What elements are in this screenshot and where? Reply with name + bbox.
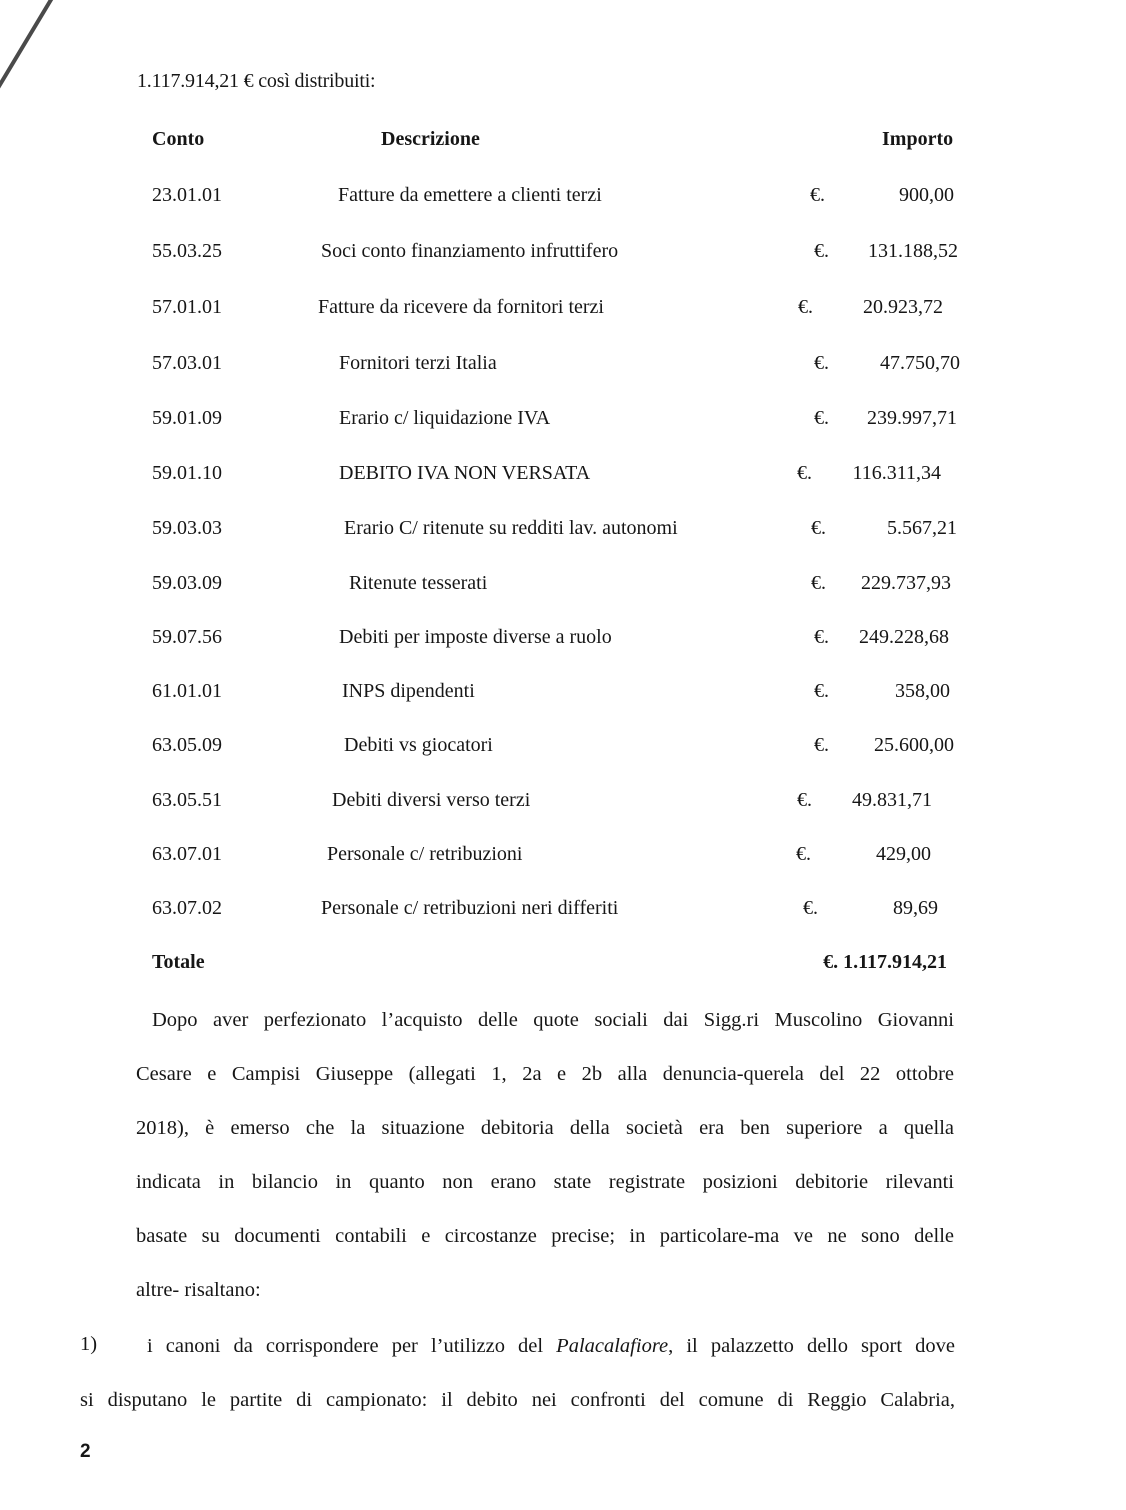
- table-total-row: [0, 951, 1126, 981]
- row-conto: 57.03.01: [152, 352, 222, 374]
- row-descrizione: Soci conto finanziamento infruttifero: [321, 240, 619, 262]
- body-paragraph: [136, 993, 954, 1317]
- row-importo: 5.567,21: [887, 517, 957, 539]
- row-descrizione: Fatture da emettere a clienti terzi: [338, 184, 602, 206]
- table-row: [0, 462, 1126, 492]
- row-importo: 116.311,34: [852, 462, 941, 484]
- row-conto: 63.07.02: [152, 897, 222, 919]
- header-conto: Conto: [152, 128, 205, 150]
- row-conto: 55.03.25: [152, 240, 222, 262]
- row-importo: 89,69: [893, 897, 938, 919]
- row-currency: €.: [796, 843, 811, 865]
- row-importo: 49.831,71: [852, 789, 932, 811]
- table-row: [0, 897, 1126, 927]
- table-row: [0, 734, 1126, 764]
- row-importo: 25.600,00: [874, 734, 954, 756]
- row-currency: €.: [814, 734, 829, 756]
- row-importo: 429,00: [876, 843, 931, 865]
- list-text-before: i canoni da corrispondere per l’utilizzo del: [147, 1335, 557, 1357]
- row-conto: 63.07.01: [152, 843, 222, 865]
- row-currency: €.: [814, 680, 829, 702]
- paragraph-line: 2018), è emerso che la situazione debitoria della società era ben superiore a quella: [136, 1117, 954, 1139]
- paragraph-line: indicata in bilancio in quanto non erano state registrate posizioni debitorie rilevanti: [136, 1171, 954, 1193]
- row-importo: 239.997,71: [867, 407, 957, 429]
- row-currency: €.: [797, 462, 812, 484]
- row-descrizione: Erario c/ liquidazione IVA: [339, 407, 551, 429]
- paragraph-line: Dopo aver perfezionato l’acquisto delle quote sociali dai Sigg.ri Muscolino Giovanni: [152, 1009, 954, 1031]
- row-descrizione: Debiti vs giocatori: [344, 734, 493, 756]
- scan-pen-stroke: [0, 0, 64, 96]
- row-importo: 900,00: [899, 184, 954, 206]
- table-row: [0, 517, 1126, 547]
- row-importo: 229.737,93: [861, 572, 951, 594]
- row-descrizione: Fatture da ricevere da fornitori terzi: [318, 296, 604, 318]
- table-row: [0, 789, 1126, 819]
- row-currency: €.: [803, 897, 818, 919]
- list-text-italic: Palacalafiore: [556, 1335, 669, 1357]
- row-currency: €.: [811, 517, 826, 539]
- row-conto: 61.01.01: [152, 680, 222, 702]
- row-descrizione: Erario C/ ritenute su redditi lav. autonomi: [344, 517, 678, 539]
- row-conto: 63.05.51: [152, 789, 222, 811]
- row-conto: 59.03.09: [152, 572, 222, 594]
- row-currency: €.: [810, 184, 825, 206]
- row-importo: 249.228,68: [859, 626, 949, 648]
- row-currency: €.: [814, 352, 829, 374]
- total-value: €. 1.117.914,21: [823, 951, 947, 973]
- row-descrizione: Personale c/ retribuzioni: [327, 843, 523, 865]
- row-descrizione: Debiti per imposte diverse a ruolo: [339, 626, 612, 648]
- table-row: [0, 184, 1126, 214]
- list-text-after: , il palazzetto dello sport dove: [668, 1335, 955, 1357]
- header-descrizione: Descrizione: [381, 128, 480, 150]
- row-descrizione: INPS dipendenti: [342, 680, 475, 702]
- total-label: Totale: [152, 951, 205, 973]
- row-descrizione: DEBITO IVA NON VERSATA: [339, 462, 591, 484]
- row-importo: 20.923,72: [863, 296, 943, 318]
- table-header: [0, 128, 1126, 158]
- row-currency: €.: [814, 240, 829, 262]
- table-row: [0, 240, 1126, 270]
- row-descrizione: Fornitori terzi Italia: [339, 352, 497, 374]
- table-row: [0, 352, 1126, 382]
- row-conto: 59.03.03: [152, 517, 222, 539]
- row-currency: €.: [798, 296, 813, 318]
- row-currency: €.: [814, 407, 829, 429]
- row-conto: 63.05.09: [152, 734, 222, 756]
- row-conto: 23.01.01: [152, 184, 222, 206]
- row-descrizione: Debiti diversi verso terzi: [332, 789, 531, 811]
- row-importo: 358,00: [895, 680, 950, 702]
- row-currency: €.: [797, 789, 812, 811]
- table-row: [0, 407, 1126, 437]
- table-row: [0, 626, 1126, 656]
- table-row: [0, 843, 1126, 873]
- table-row: [0, 296, 1126, 326]
- table-row: [0, 680, 1126, 710]
- table-row: [0, 572, 1126, 602]
- row-currency: €.: [811, 572, 826, 594]
- list-item-text: [147, 1335, 955, 1358]
- row-conto: 59.01.10: [152, 462, 222, 484]
- row-descrizione: Ritenute tesserati: [349, 572, 488, 594]
- intro-text: 1.117.914,21 € così distribuiti:: [137, 70, 376, 92]
- row-conto: 59.01.09: [152, 407, 222, 429]
- row-conto: 59.07.56: [152, 626, 222, 648]
- header-importo: Importo: [882, 128, 954, 150]
- row-importo: 131.188,52: [868, 240, 958, 262]
- paragraph-line: altre- risaltano:: [136, 1279, 261, 1301]
- row-importo: 47.750,70: [880, 352, 960, 374]
- row-conto: 57.01.01: [152, 296, 222, 318]
- page-number: 2: [80, 1441, 91, 1462]
- row-descrizione: Personale c/ retribuzioni neri differiti: [321, 897, 619, 919]
- paragraph-line: Cesare e Campisi Giuseppe (allegati 1, 2a e 2b alla denuncia-querela del 22 ottobre: [136, 1063, 954, 1085]
- list-item-continuation: si disputano le partite di campionato: il debito nei confronti del comune di Reggio Calabria,: [80, 1389, 955, 1411]
- row-currency: €.: [814, 626, 829, 648]
- paragraph-line: basate su documenti contabili e circostanze precise; in particolare-ma ve ne sono delle: [136, 1225, 954, 1247]
- list-marker: 1): [80, 1333, 98, 1355]
